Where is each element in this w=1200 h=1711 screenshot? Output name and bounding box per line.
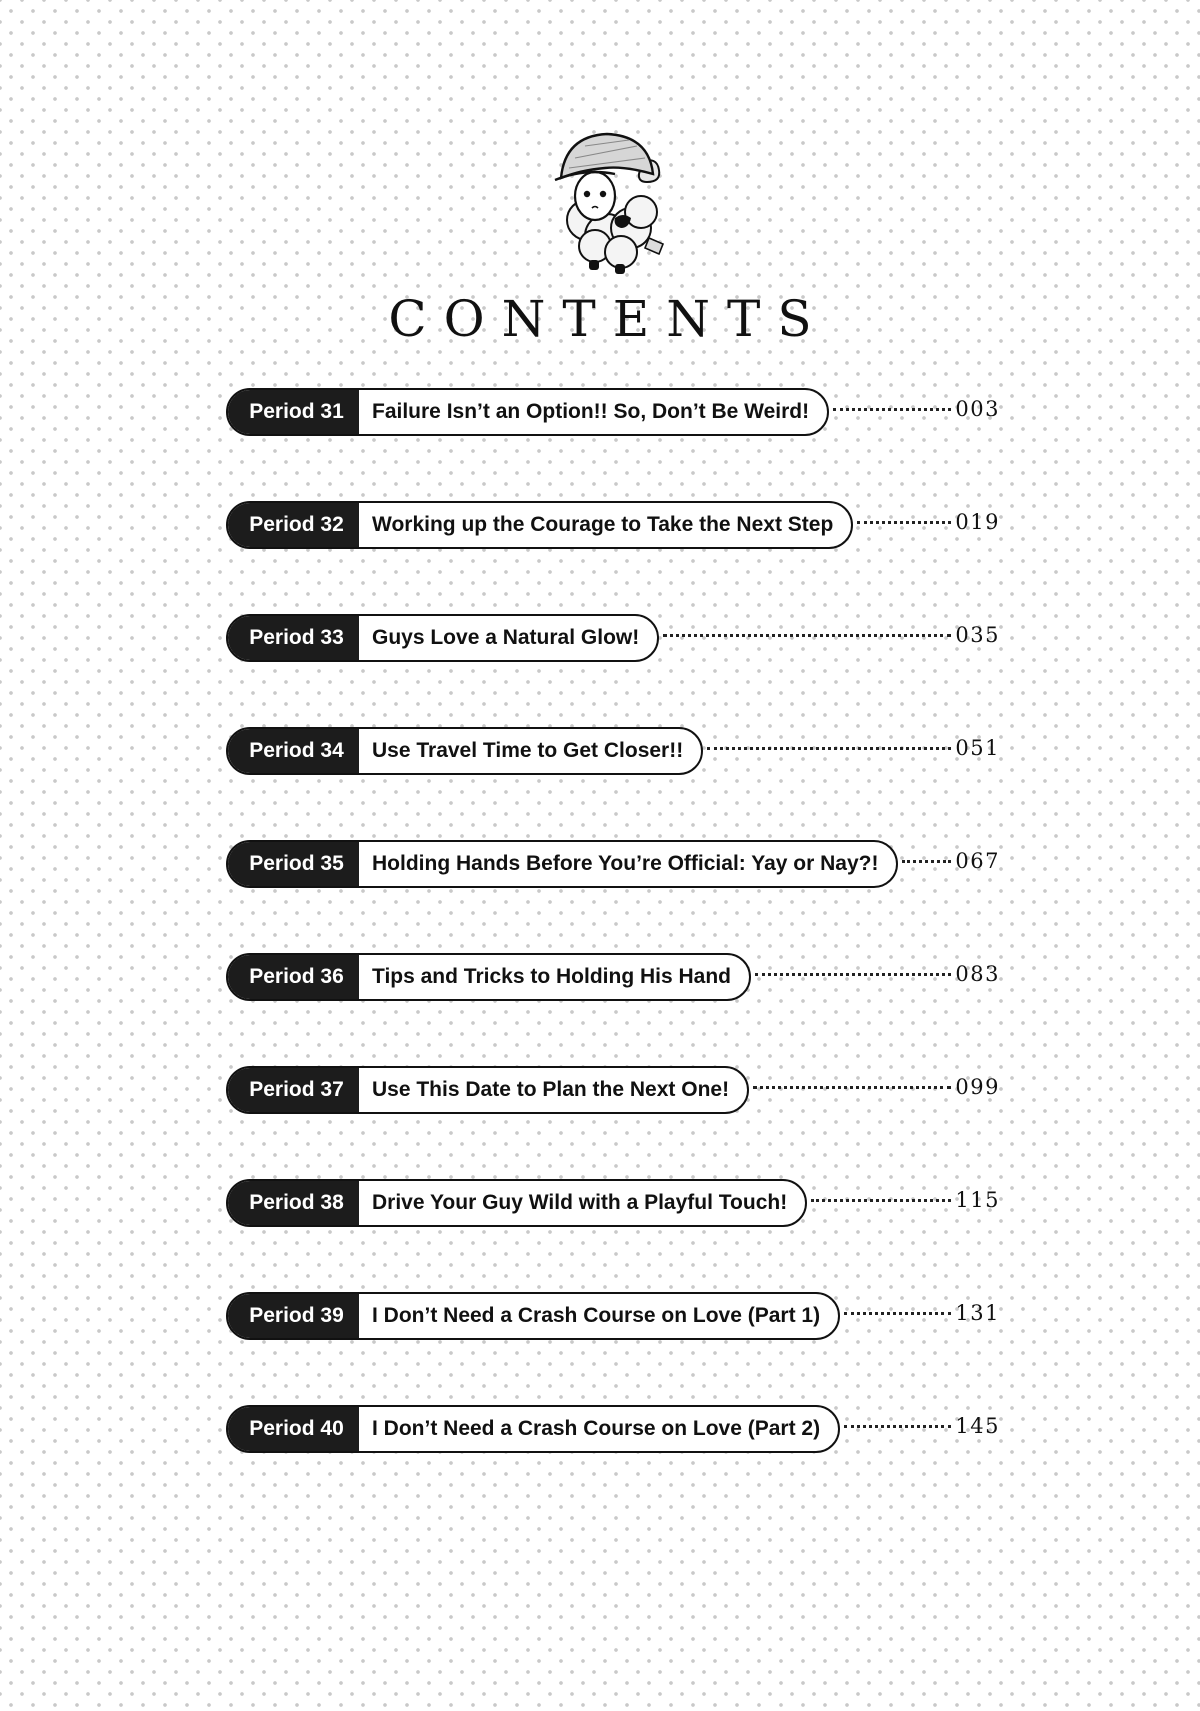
chapter-pill[interactable] xyxy=(226,388,829,436)
chapter-title: Guys Love a Natural Glow! xyxy=(372,626,640,649)
chapter-title: Drive Your Guy Wild with a Playful Touch! xyxy=(372,1191,788,1214)
period-label: Period 33 xyxy=(228,616,359,660)
chapter-pill[interactable] xyxy=(226,1179,807,1227)
toc-entry[interactable] xyxy=(226,1290,1000,1342)
page-number: 145 xyxy=(955,1414,1000,1438)
chapter-pill[interactable] xyxy=(226,501,853,549)
period-label: Period 38 xyxy=(228,1181,359,1225)
dotted-leader xyxy=(663,634,951,637)
dotted-leader xyxy=(844,1425,951,1428)
period-label: Period 40 xyxy=(228,1407,359,1451)
toc-entry[interactable] xyxy=(226,499,1000,551)
chapter-pill[interactable] xyxy=(226,727,703,775)
dotted-leader xyxy=(833,408,951,411)
page-number: 115 xyxy=(955,1188,1000,1212)
page-number: 035 xyxy=(955,623,1000,647)
page-number: 003 xyxy=(955,397,1000,421)
chapter-title: Use Travel Time to Get Closer!! xyxy=(372,739,684,762)
page-number: 067 xyxy=(955,849,1000,873)
dotted-leader xyxy=(902,860,951,863)
dotted-leader xyxy=(857,521,951,524)
chapter-title: I Don’t Need a Crash Course on Love (Part 2) xyxy=(372,1417,821,1440)
period-label: Period 35 xyxy=(228,842,359,886)
page-number: 051 xyxy=(955,736,1000,760)
toc-entry[interactable] xyxy=(226,951,1000,1003)
period-label: Period 37 xyxy=(228,1068,359,1112)
chapter-title: Use This Date to Plan the Next One! xyxy=(372,1078,730,1101)
chapter-pill[interactable] xyxy=(226,1292,840,1340)
page-number: 131 xyxy=(955,1301,1000,1325)
toc-entry[interactable] xyxy=(226,1403,1000,1455)
period-label: Period 32 xyxy=(228,503,359,547)
toc-entry[interactable] xyxy=(226,1064,1000,1116)
chapter-title: Failure Isn’t an Option!! So, Don’t Be Weird! xyxy=(372,400,810,423)
period-label: Period 36 xyxy=(228,955,359,999)
page-title: CONTENTS xyxy=(388,290,829,348)
toc-entry[interactable] xyxy=(226,386,1000,438)
dotted-leader xyxy=(707,747,951,750)
chapter-title: Holding Hands Before You’re Official: Yay or Nay?! xyxy=(372,852,879,875)
page-number: 099 xyxy=(955,1075,1000,1099)
chapter-pill[interactable] xyxy=(226,953,751,1001)
dotted-leader xyxy=(844,1312,951,1315)
toc-entry[interactable] xyxy=(226,725,1000,777)
period-label: Period 39 xyxy=(228,1294,359,1338)
page-number: 019 xyxy=(955,510,1000,534)
chapter-title: Working up the Courage to Take the Next Step xyxy=(372,513,834,536)
chapter-pill[interactable] xyxy=(226,1066,749,1114)
chapter-pill[interactable] xyxy=(226,840,898,888)
period-label: Period 31 xyxy=(228,390,359,434)
chapter-title: I Don’t Need a Crash Course on Love (Part 1) xyxy=(372,1304,821,1327)
dotted-leader xyxy=(755,973,951,976)
chapter-pill[interactable] xyxy=(226,1405,840,1453)
page-number: 083 xyxy=(955,962,1000,986)
period-label: Period 34 xyxy=(228,729,359,773)
toc-entry[interactable] xyxy=(226,838,1000,890)
chapter-pill[interactable] xyxy=(226,614,659,662)
toc-entry[interactable] xyxy=(226,1177,1000,1229)
chapter-title: Tips and Tricks to Holding His Hand xyxy=(372,965,731,988)
dotted-leader xyxy=(811,1199,951,1202)
dotted-leader xyxy=(753,1086,951,1089)
toc-entry[interactable] xyxy=(226,612,1000,664)
